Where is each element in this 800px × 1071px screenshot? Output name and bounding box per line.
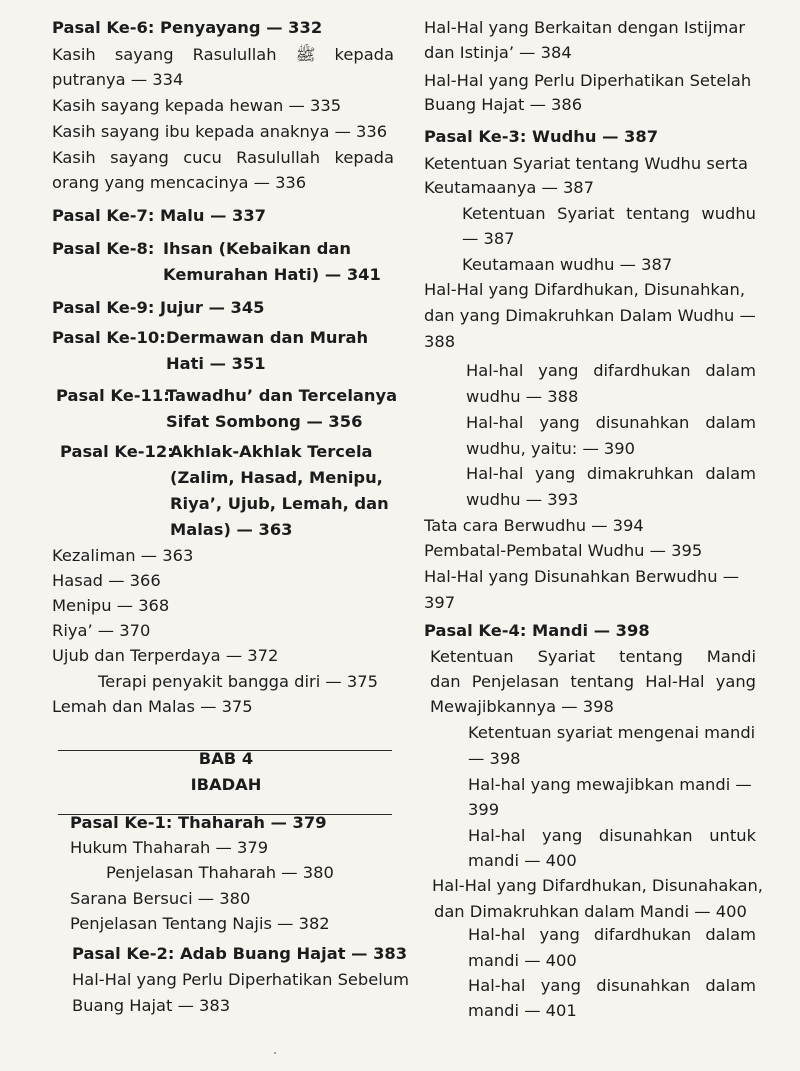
toc-section-title: Dermawan dan Murah [166, 328, 369, 347]
toc-section-heading [56, 385, 398, 407]
toc-entry-text: Hal-Hal yang Difardhukan, Disunahakan, [432, 876, 763, 895]
toc-entry [424, 305, 756, 327]
chapter-rule-bottom [58, 814, 392, 815]
toc-entry-text: Pasal Ke-1: Thaharah — 379 [70, 813, 327, 832]
toc-section-title: Malas) — 363 [170, 520, 293, 539]
toc-section-title: Ihsan (Kebaikan dan [163, 239, 351, 258]
chapter-rule-top [58, 750, 392, 751]
toc-entry [52, 172, 394, 194]
toc-entry [468, 1000, 756, 1022]
toc-entry-text: orang yang mencacinya — 336 [52, 173, 307, 192]
toc-entry-text: dan Dimakruhkan dalam Mandi — 400 [434, 902, 747, 921]
toc-entry-text: wudhu — 388 [466, 387, 579, 406]
toc-entry [424, 566, 756, 588]
toc-entry-text: Tata cara Berwudhu — 394 [424, 516, 644, 535]
toc-entry [106, 862, 394, 884]
toc-entry [424, 279, 756, 301]
toc-section-heading [52, 297, 394, 319]
toc-entry-text: Pasal Ke-6: Penyayang — 332 [52, 18, 323, 37]
toc-section-heading [70, 812, 394, 834]
toc-entry [434, 901, 756, 923]
toc-section-heading [52, 353, 394, 375]
toc-entry [70, 837, 394, 859]
toc-entry [462, 254, 756, 276]
toc-entry [466, 489, 756, 511]
toc-entry [52, 570, 394, 592]
toc-entry-text: Riya’ — 370 [52, 621, 151, 640]
toc-entry [98, 671, 394, 693]
toc-entry: Kasih sayang cucu Rasulullah kepada [52, 148, 394, 167]
toc-entry [468, 799, 756, 821]
toc-entry [424, 515, 756, 537]
toc-section-heading [52, 205, 394, 227]
toc-entry-text: Hal-Hal yang Perlu Diperhatikan Setelah [424, 71, 752, 90]
toc-entry [72, 995, 394, 1017]
toc-entry: Hal-hal yang difardhukan dalam [466, 361, 756, 380]
page-speck [274, 1052, 276, 1054]
toc-entry [466, 386, 756, 408]
toc-section-heading [52, 264, 394, 286]
toc-entry-text: Hal-hal yang mewajibkan mandi — [468, 775, 752, 794]
toc-entry-text: Hal-Hal yang Difardhukan, Disunahkan, [424, 280, 746, 299]
toc-section-heading [52, 411, 394, 433]
toc-entry [424, 42, 756, 64]
toc-entry: Ketentuan Syariat tentang Mandi [430, 647, 756, 666]
toc-entry [424, 17, 756, 39]
toc-entry [52, 95, 394, 117]
toc-entry [432, 875, 763, 897]
toc-section-title: Tawadhu’ dan Tercelanya [166, 386, 398, 405]
toc-entry: Hal-hal yang disunahkan dalam [468, 976, 756, 995]
toc-entry [52, 696, 394, 718]
toc-entry-text: Ujub dan Terperdaya — 372 [52, 646, 279, 665]
toc-section-heading [52, 493, 394, 515]
toc-entry-text: 388 [424, 332, 456, 351]
toc-entry-text: Pembatal-Pembatal Wudhu — 395 [424, 541, 703, 560]
toc-section-heading [424, 620, 756, 642]
toc-entry-text: — 398 [468, 749, 521, 768]
toc-entry [468, 722, 756, 744]
toc-entry-text: Pasal Ke-12: [60, 442, 174, 461]
toc-entry: Ketentuan Syariat tentang wudhu [462, 204, 756, 223]
toc-entry [468, 950, 756, 972]
toc-entry [424, 592, 756, 614]
toc-entry-text: Pasal Ke-4: Mandi — 398 [424, 621, 650, 640]
chapter-heading [58, 774, 394, 796]
toc-entry-text: — 387 [462, 229, 515, 248]
toc-entry: Hal-hal yang disunahkan dalam [466, 413, 756, 432]
toc-entry [70, 888, 394, 910]
toc-entry-text: Pasal Ke-2: Adab Buang Hajat — 383 [72, 944, 408, 963]
toc-entry: dan Penjelasan tentang Hal-Hal yang [430, 672, 756, 691]
toc-entry [462, 228, 756, 250]
toc-section-heading [60, 441, 394, 463]
toc-entry-text: mandi — 400 [468, 851, 577, 870]
toc-entry-text: Sarana Bersuci — 380 [70, 889, 251, 908]
toc-entry-text: Pasal Ke-9: Jujur — 345 [52, 298, 265, 317]
toc-entry [52, 545, 394, 567]
toc-entry-text: Mewajibkannya — 398 [430, 697, 614, 716]
toc-section-heading [72, 943, 408, 965]
toc-entry-text: dan yang Dimakruhkan Dalam Wudhu — [424, 306, 756, 325]
toc-section-title: Riya’, Ujub, Lemah, dan [170, 494, 389, 513]
toc-entry [52, 620, 394, 642]
toc-entry-text: Pasal Ke-3: Wudhu — 387 [424, 127, 659, 146]
toc-entry-text: Kezaliman — 363 [52, 546, 194, 565]
toc-entry-text: IBADAH [190, 775, 262, 794]
toc-entry [424, 94, 756, 116]
toc-entry [424, 70, 756, 92]
toc-entry-text: dan Istinja’ — 384 [424, 43, 572, 62]
toc-entry-text: Hukum Thaharah — 379 [70, 838, 269, 857]
toc-entry-text: Buang Hajat — 386 [424, 95, 583, 114]
toc-entry-text: putranya — 334 [52, 70, 184, 89]
toc-entry-text: Hasad — 366 [52, 571, 161, 590]
toc-entry-text: Kasih sayang ibu kepada anaknya — 336 [52, 122, 388, 141]
toc-entry-text: mandi — 401 [468, 1001, 577, 1020]
toc-entry-text: Keutamaanya — 387 [424, 178, 595, 197]
toc-entry: Hal-hal yang dimakruhkan dalam [466, 464, 756, 483]
toc-entry [466, 438, 756, 460]
toc-section-title: Sifat Sombong — 356 [166, 412, 363, 431]
toc-section-heading [52, 327, 394, 349]
toc-entry [424, 153, 756, 175]
toc-section-heading [52, 467, 394, 489]
toc-entry: Hal-hal yang disunahkan untuk [468, 826, 756, 845]
toc-entry [424, 331, 756, 353]
toc-entry-text: Pasal Ke-7: Malu — 337 [52, 206, 267, 225]
toc-entry: Hal-hal yang difardhukan dalam [468, 925, 756, 944]
toc-entry [424, 540, 756, 562]
toc-entry [52, 595, 394, 617]
toc-entry-text: Ketentuan syariat mengenai mandi [468, 723, 756, 742]
toc-entry-text: BAB 4 [198, 749, 254, 768]
toc-entry-text: Buang Hajat — 383 [72, 996, 231, 1015]
toc-entry-text: Penjelasan Thaharah — 380 [106, 863, 334, 882]
toc-entry-text: Kasih sayang kepada hewan — 335 [52, 96, 342, 115]
toc-entry-text: wudhu — 393 [466, 490, 579, 509]
toc-entry-text: Hal-Hal yang Berkaitan dengan Istijmar [424, 18, 746, 37]
toc-entry-text: 399 [468, 800, 500, 819]
toc-section-heading [424, 126, 756, 148]
toc-entry-text: Pasal Ke-10: [52, 328, 166, 347]
toc-entry-text: Lemah dan Malas — 375 [52, 697, 253, 716]
toc-entry-text: Terapi penyakit bangga diri — 375 [98, 672, 378, 691]
toc-entry-text: wudhu, yaitu: — 390 [466, 439, 635, 458]
toc-entry [52, 121, 394, 143]
toc-entry-text: Pasal Ke-8: [52, 239, 155, 258]
toc-entry-text: 397 [424, 593, 456, 612]
toc-entry [468, 774, 756, 796]
toc-entry [468, 748, 756, 770]
toc-section-title: (Zalim, Hasad, Menipu, [170, 468, 383, 487]
toc-section-title: Hati — 351 [166, 354, 266, 373]
toc-entry-text: Menipu — 368 [52, 596, 170, 615]
toc-section-heading [52, 519, 394, 541]
toc-entry [468, 850, 756, 872]
toc-entry-text: Hal-Hal yang Disunahkan Berwudhu — [424, 567, 740, 586]
toc-section-heading [52, 238, 394, 260]
toc-entry [52, 645, 394, 667]
toc-entry [52, 69, 394, 91]
toc-entry [72, 969, 409, 991]
toc-section-heading [52, 17, 394, 39]
toc-entry-text: mandi — 400 [468, 951, 577, 970]
toc-entry-text: Keutamaan wudhu — 387 [462, 255, 673, 274]
toc-entry [430, 696, 756, 718]
toc-section-title: Kemurahan Hati) — 341 [163, 265, 381, 284]
toc-entry-text: Hal-Hal yang Perlu Diperhatikan Sebelum [72, 970, 409, 989]
toc-section-title: Akhlak-Akhlak Tercela [170, 442, 373, 461]
toc-entry [70, 913, 394, 935]
chapter-heading [58, 748, 394, 770]
toc-entry-text: Pasal Ke-11: [56, 386, 170, 405]
toc-entry-text: Ketentuan Syariat tentang Wudhu serta [424, 154, 748, 173]
toc-entry: Kasih sayang Rasulullah ﷺ kepada [52, 45, 394, 64]
toc-entry-text: Penjelasan Tentang Najis — 382 [70, 914, 330, 933]
toc-entry [424, 177, 756, 199]
